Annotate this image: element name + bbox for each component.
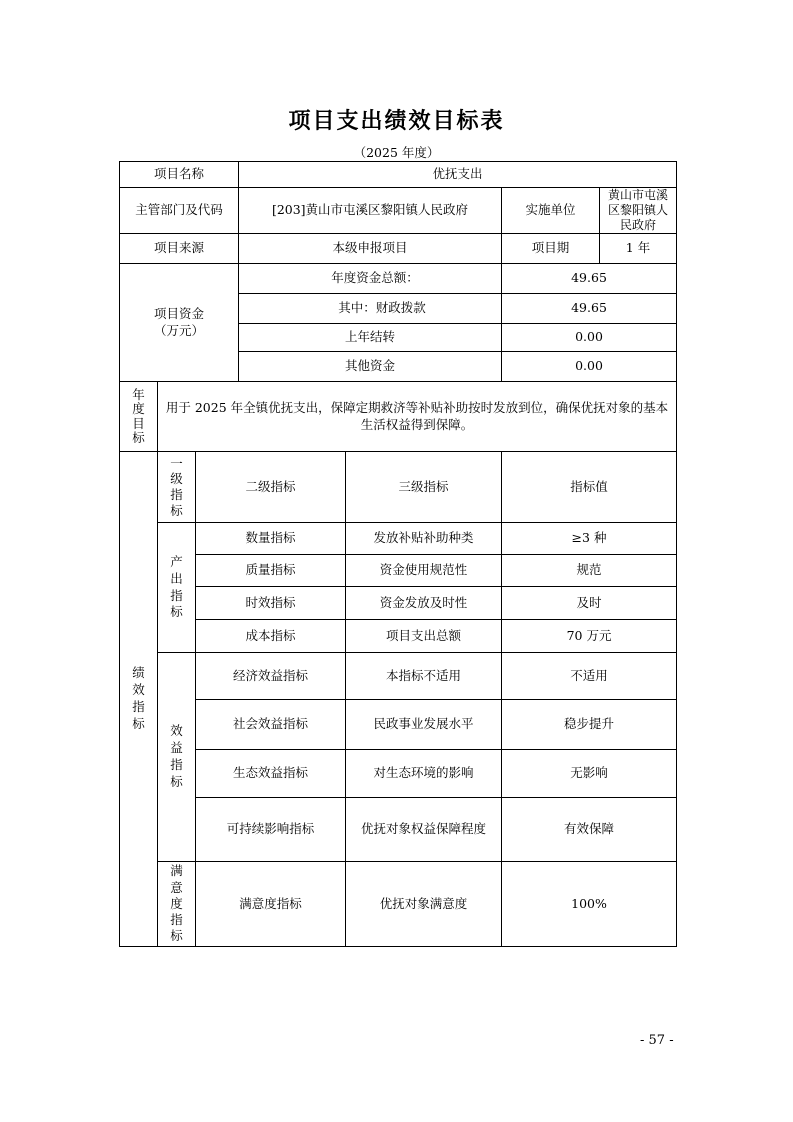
benefit-level2: 可持续影响指标 bbox=[196, 798, 346, 862]
project-name-value: 优抚支出 bbox=[239, 162, 677, 188]
period-value: 1 年 bbox=[600, 234, 677, 264]
output-level2: 成本指标 bbox=[196, 620, 346, 653]
output-value: 规范 bbox=[502, 555, 677, 587]
satisfaction-level3: 优抚对象满意度 bbox=[346, 862, 502, 947]
benefit-level2: 社会效益指标 bbox=[196, 700, 346, 750]
project-name-label: 项目名称 bbox=[120, 162, 239, 188]
year-label: （2025 年度） bbox=[353, 145, 440, 160]
header-level1: 一级指标 bbox=[158, 452, 196, 523]
benefit-level3: 对生态环境的影响 bbox=[346, 750, 502, 798]
table-row bbox=[120, 862, 677, 947]
output-value: 及时 bbox=[502, 587, 677, 620]
impl-unit-value: 黄山市屯溪区黎阳镇人民政府 bbox=[600, 188, 677, 234]
row-funds-total bbox=[120, 264, 677, 294]
page-title: 项目支出绩效目标表 bbox=[288, 109, 505, 134]
benefit-value: 有效保障 bbox=[502, 798, 677, 862]
benefit-label: 效益指标 bbox=[158, 653, 196, 862]
benefit-level3: 本指标不适用 bbox=[346, 653, 502, 700]
benefit-level3: 优抚对象权益保障程度 bbox=[346, 798, 502, 862]
output-level2: 质量指标 bbox=[196, 555, 346, 587]
source-value: 本级申报项目 bbox=[239, 234, 502, 264]
dept-value: [203]黄山市屯溪区黎阳镇人民政府 bbox=[239, 188, 502, 234]
benefit-value: 不适用 bbox=[502, 653, 677, 700]
row-annual-goal bbox=[120, 382, 677, 452]
row-department bbox=[120, 188, 677, 234]
row-project-name bbox=[120, 162, 677, 188]
funds-fiscal-label: 其中：财政拨款 bbox=[239, 294, 502, 324]
funds-carryover-value: 0.00 bbox=[502, 324, 677, 352]
table-row bbox=[120, 587, 677, 620]
funds-other-value: 0.00 bbox=[502, 352, 677, 382]
header-level3: 三级指标 bbox=[346, 452, 502, 523]
table-row bbox=[120, 555, 677, 587]
page-number: - 57 - bbox=[640, 1033, 674, 1048]
impl-unit-label: 实施单位 bbox=[502, 188, 600, 234]
output-value: ≥3 种 bbox=[502, 523, 677, 555]
funds-label: 项目资金（万元） bbox=[120, 264, 239, 382]
table-row bbox=[120, 523, 677, 555]
performance-table bbox=[119, 161, 677, 947]
source-label: 项目来源 bbox=[120, 234, 239, 264]
funds-fiscal-value: 49.65 bbox=[502, 294, 677, 324]
row-source bbox=[120, 234, 677, 264]
satisfaction-label: 满意度指标 bbox=[158, 862, 196, 947]
satisfaction-value: 100% bbox=[502, 862, 677, 947]
funds-total-label: 年度资金总额： bbox=[239, 264, 502, 294]
output-level3: 资金使用规范性 bbox=[346, 555, 502, 587]
perf-label: 绩效指标 bbox=[120, 452, 158, 947]
satisfaction-level2: 满意度指标 bbox=[196, 862, 346, 947]
funds-other-label: 其他资金 bbox=[239, 352, 502, 382]
benefit-level3: 民政事业发展水平 bbox=[346, 700, 502, 750]
output-level3: 发放补贴补助种类 bbox=[346, 523, 502, 555]
header-level2: 二级指标 bbox=[196, 452, 346, 523]
table-row bbox=[120, 750, 677, 798]
output-level3: 资金发放及时性 bbox=[346, 587, 502, 620]
period-label: 项目期 bbox=[502, 234, 600, 264]
benefit-value: 无影响 bbox=[502, 750, 677, 798]
output-value: 70 万元 bbox=[502, 620, 677, 653]
table-row bbox=[120, 798, 677, 862]
header-value: 指标值 bbox=[502, 452, 677, 523]
row-indicator-header bbox=[120, 452, 677, 523]
goal-label: 年度目标 bbox=[120, 382, 158, 452]
benefit-level2: 生态效益指标 bbox=[196, 750, 346, 798]
funds-carryover-label: 上年结转 bbox=[239, 324, 502, 352]
table-row bbox=[120, 700, 677, 750]
output-level2: 数量指标 bbox=[196, 523, 346, 555]
goal-text: 用于 2025 年全镇优抚支出，保障定期救济等补贴补助按时发放到位，确保优抚对象的基本生活权益得到保障。 bbox=[158, 382, 677, 452]
output-label: 产出指标 bbox=[158, 523, 196, 653]
table-row bbox=[120, 653, 677, 700]
benefit-level2: 经济效益指标 bbox=[196, 653, 346, 700]
funds-total-value: 49.65 bbox=[502, 264, 677, 294]
benefit-value: 稳步提升 bbox=[502, 700, 677, 750]
output-level3: 项目支出总额 bbox=[346, 620, 502, 653]
table-row bbox=[120, 620, 677, 653]
dept-label: 主管部门及代码 bbox=[120, 188, 239, 234]
output-level2: 时效指标 bbox=[196, 587, 346, 620]
